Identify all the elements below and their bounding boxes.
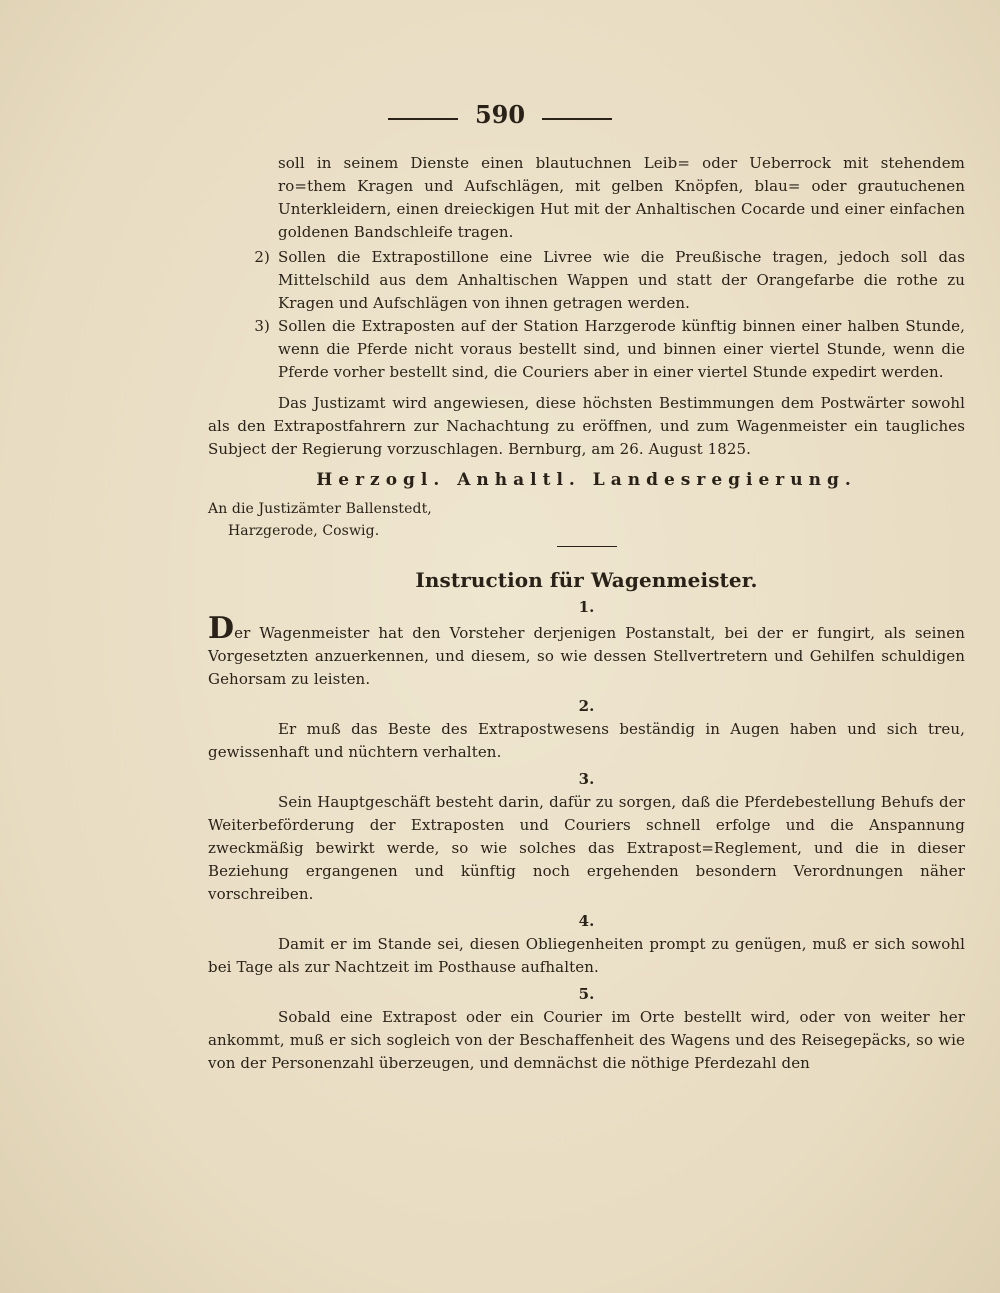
instruction-paragraph-2: Er muß das Beste des Extrapostwesens beständig in Augen haben und sich treu, gewissenhaft und nüchtern verhalten. (208, 720, 965, 761)
instruction-paragraph-3: Sein Hauptgeschäft besteht darin, dafür zu sorgen, daß die Pferdebestellung Behufs der Weiterbeförderung der Extraposten und Couriers schnell erfolge und die Anspannung zweckmäßig bewirkt werde, so wie solches das Extrapost=Reglement, und die in dieser Beziehung ergangenen und künftig noch ergehenden besondern Verordnungen näher vorschreiben. (208, 793, 965, 903)
paragraph-number: 1. (578, 598, 595, 616)
paragraph-text: er Wagenmeister hat den Vorsteher derjenigen Postanstalt, bei der er fungirt, als seinen Vorgesetzten anzuerkennen, und diesem, so wie dessen Stellvertretern und Gehilfen schuldigen Gehorsam zu leisten. (208, 624, 965, 688)
paragraph-number: 4. (578, 912, 595, 930)
section-divider (557, 546, 617, 547)
instruction-paragraph-4: Damit er im Stande sei, diesen Obliegenheiten prompt zu genügen, muß er sich sowohl bei Tage als zur Nachtzeit im Posthause aufhalten. (208, 935, 965, 976)
continuation-paragraph: soll in seinem Dienste einen blautuchnen Leib= oder Ueberrock mit stehendem ro=them Kragen und Aufschlägen, mit gelben Knöpfen, blau= oder grautuchenen Unterkleidern, einen dreieckigen Hut mit der Anhaltischen Cocarde und einer einfachen goldenen Bandschleife tragen. (278, 154, 965, 241)
item-text: Sollen die Extrapostillone eine Livree wie die Preußische tragen, jedoch soll das Mittelschild aus dem Anhaltischen Wappen und statt der Orangefarbe die rothe zu Kragen und Aufschlägen von ihnen getragen werden. (278, 248, 965, 312)
item-3 (208, 315, 965, 384)
address-line-2: Harzgerode, Coswig. (228, 523, 380, 539)
item-text: Sollen die Extraposten auf der Station Harzgerode künftig binnen einer halben Stunde, wenn die Pferde nicht voraus bestellt sind, und binnen einer viertel Stunde, wenn die Pferde vorher bestellt sind, die Couriers aber in einer viertel Stunde expedirt werden. (278, 317, 965, 381)
instruction-title: Instruction für Wagenmeister. (415, 568, 758, 592)
address-block (208, 498, 458, 542)
item-number: 3) (254, 317, 270, 335)
ordinance-text (208, 152, 965, 1075)
instruction-paragraph-5: Sobald eine Extrapost oder ein Courier im Orte bestellt wird, oder von weiter her ankommt, muß er sich sogleich von der Beschaffenheit des Wagens und des Reisegepäcks, so wie von der Personenzahl überzeugen, und demnächst die nöthige Pferdezahl den (208, 1008, 965, 1072)
item-number: 2) (254, 248, 270, 266)
paragraph-number: 3. (578, 770, 595, 788)
instruction-paragraph-1 (208, 611, 965, 691)
item-2 (208, 246, 965, 315)
header-rule-right (542, 118, 612, 120)
closing-paragraph: Das Justizamt wird angewiesen, diese höchsten Bestimmungen dem Postwärter sowohl als den Extrapostfahrern zur Nachachtung zu eröffnen, und zum Wagenmeister ein taugliches Subject der Regierung vorzuschlagen. Bernburg, am 26. August 1825. (208, 394, 965, 458)
address-line-1: An die Justizämter Ballenstedt, (208, 501, 432, 517)
signature: Herzogl. Anhaltl. Landesregierung. (316, 470, 857, 490)
header-rule-left (388, 118, 458, 120)
page-number: 590 (474, 100, 526, 129)
paragraph-number: 5. (578, 985, 595, 1003)
paragraph-number: 2. (578, 697, 595, 715)
page-header (0, 100, 1000, 129)
drop-cap: D (208, 611, 235, 646)
